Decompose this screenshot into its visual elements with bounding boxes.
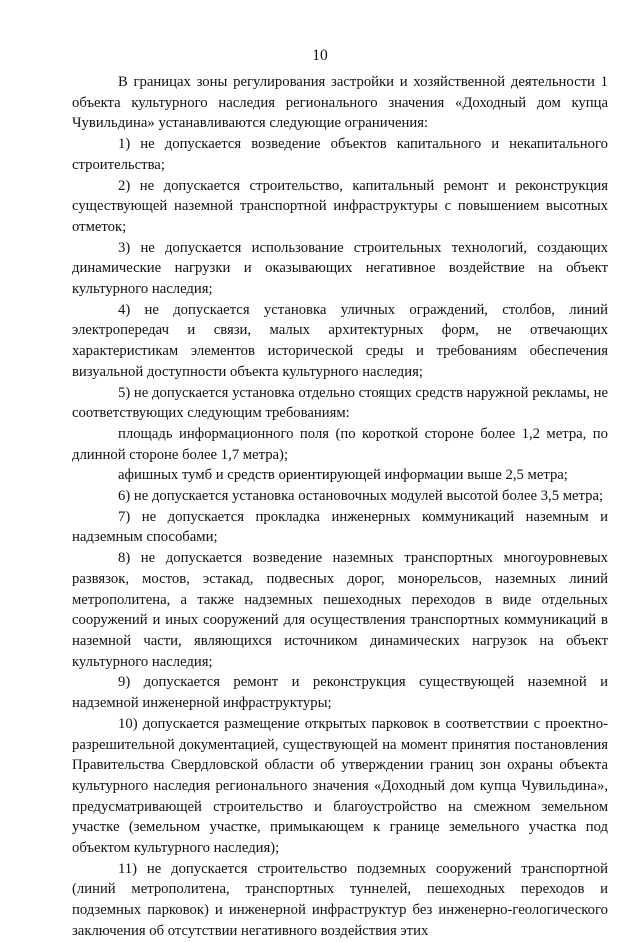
page-number: 10 (312, 47, 328, 64)
restriction-item-11: 11) не допускается строительство подземных сооружений транспортной (линий метрополитена, транспортных туннелей, пешеходных переходов и подземных парковок) и инженерной инфраструктур без инженерно-геологического заключения об отсутствии негативного воздействия этих (72, 860, 608, 939)
restriction-item-4: 4) не допускается установка уличных ограждений, столбов, линий электропередач и связи, малых архитектурных форм, не отвечающих характеристикам элементов исторической среды и требованиям обеспечения визуальной доступности объекта культурного наследия; (72, 301, 608, 380)
restriction-item-5: 5) не допускается установка отдельно стоящих средств наружной рекламы, не соответствующих следующим требованиям: (72, 384, 608, 422)
restriction-item-7: 7) не допускается прокладка инженерных коммуникаций наземным и надземным способами; (72, 508, 608, 546)
restriction-item-3: 3) не допускается использование строительных технологий, создающих динамические нагрузки и оказывающих негативное воздействие на объект культурного наследия; (72, 239, 608, 298)
restriction-item-10: 10) допускается размещение открытых парковок в соответствии с проектно-разрешительной документацией, существующей на момент принятия постановления Правительства Свердловской области об утверждении границ зон охраны объекта культурного наследия регионального значения «Доходный дом купца Чувильдина», предусматривающей строительство и благоустройство на смежном земельном участке (земельном участке, примыкающем к границе земельного участка под объектом культурного наследия); (72, 715, 608, 857)
document-body (72, 72, 608, 942)
restriction-item-5-requirement-1: площадь информационного поля (по короткой стороне более 1,2 метра, по длинной стороне более 1,7 метра); (72, 425, 608, 463)
restriction-item-8: 8) не допускается возведение наземных транспортных многоуровневых развязок, мостов, эстакад, подвесных дорог, монорельсов, наземных линий метрополитена, а также надземных пешеходных переходов в виде отдельных сооружений и иных сооружений для осуществления транспортных коммуникаций в наземной части, являющихся источником динамических нагрузок на объект культурного наследия; (72, 550, 608, 670)
restriction-item-9: 9) допускается ремонт и реконструкция существующей наземной и надземной инженерной инфраструктуры; (72, 674, 608, 712)
restriction-item-1: 1) не допускается возведение объектов капитального и некапитального строительства; (72, 136, 608, 173)
restriction-item-2: 2) не допускается строительство, капитальный ремонт и реконструкция существующей наземной транспортной инфраструктуры с повышением высотных отметок; (72, 177, 608, 235)
restriction-item-6: 6) не допускается установка остановочных модулей высотой более 3,5 метра; (118, 488, 604, 505)
intro-paragraph: В границах зоны регулирования застройки и хозяйственной деятельности 1 объекта культурного наследия регионального значения «Доходный дом купца Чувильдина» устанавливаются следующие ограничения: (72, 74, 608, 132)
restriction-item-5-requirement-2: афишных тумб и средств ориентирующей информации выше 2,5 метра; (118, 467, 568, 484)
